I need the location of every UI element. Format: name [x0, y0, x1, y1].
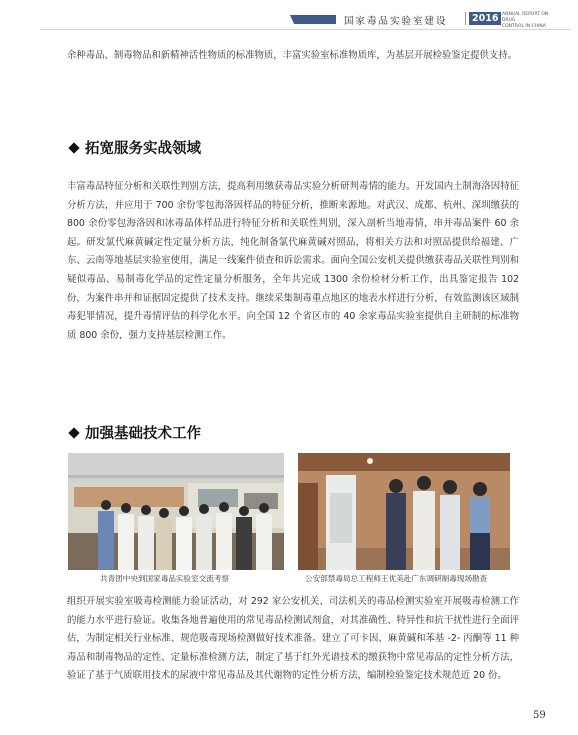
- diamond-bullet-icon: [68, 427, 79, 438]
- page-number: 59: [533, 710, 546, 721]
- section1-heading: [67, 137, 201, 158]
- section1-heading-text: 拓宽服务实战领域: [85, 141, 201, 157]
- photo-caption-left: 共青团中央到国家毒品实验室交流考察: [100, 574, 230, 583]
- section2-paragraph: 组织开展实验室吸毒检测能力验证活动，对 292 家公安机关、司法机关的毒品检测实验室开展吸毒检测工作的能力水平进行验证。收集各地普遍使用的常见毒品检测试剂盒，对其准确性、特异性和抗干扰性进行全面评估，为制定相关行业标准、规范吸毒现场检测做好技术准备。建立了可卡因、麻黄碱和苯基 -2- 丙酮等 11 种毒品和制毒物品的定性、定量标准检测方法，制定了基于红外光谱技术的缴获物中常见毒品的定性分析方法，验证了基于气质联用技术的尿液中常见毒品及其代谢物的定性分析方法，编制检验鉴定技术规范近 20 份。: [67, 596, 519, 682]
- section1-paragraph: 丰富毒品特征分析和关联性判别方法，提高利用缴获毒品实验分析研判毒情的能力。开发国内土制海洛因特征分析方法，并应用于 700 余份零包海洛因样品的特征分析，推断来源地。对武汉、成都、杭州、深圳缴获的 800 余份零包海洛因和冰毒晶体样品进行特征分析和关联性判别，深入剖析当地毒情，串并毒品案件 60 余起。研发氯代麻黄碱定性定量分析方法，纯化制备氯代麻黄碱对照品，将相关方法和对照品提供给福建、广东、云南等地基层实验室使用，满足一线案件侦查和诉讼需求。面向全国公安机关提供缴获毒品关联性判别和疑似毒品、易制毒化学品的定性定量分析服务，全年共完成 1300 余份检材分析工作，出具鉴定报告 102 份，为案件串并和证据固定提供了技术支持。继续采集制毒重点地区的地表水样进行分析，有效监测该区域制毒犯罪情况，提升毒情评估的科学化水平。向全国 12 个省区市的 40 余家毒品实验室提供自主研制的标准物质 800 余份，强力支持基层检测工作。: [67, 181, 519, 341]
- header-report-line1: ANNUAL REPORT ON DRUG: [502, 12, 549, 23]
- intro-paragraph: 余种毒品、制毒物品和新精神活性物质的标准物质，丰富实验室标准物质库，为基层开展检验鉴定提供支持。: [67, 50, 518, 61]
- header-separator: [465, 12, 466, 25]
- page-header: [0, 0, 578, 30]
- photo-site-investigation: [298, 453, 510, 570]
- header-title: 国家毒品实验室建设: [344, 16, 448, 27]
- section2-heading-text: 加强基础技术工作: [85, 426, 201, 442]
- section2-heading: [67, 422, 201, 443]
- header-report-line2: CONTROL IN CHINA: [502, 24, 546, 29]
- header-accent-bar: [294, 15, 336, 24]
- header-rule: [40, 29, 570, 30]
- header-year-badge: 2016: [469, 12, 501, 25]
- diamond-bullet-icon: [68, 142, 79, 153]
- header-report-label: [502, 12, 562, 30]
- photo-lab-visit: [68, 453, 284, 570]
- photo-caption-right: 公安部禁毒局总工程师王优美赴广东调研制毒现场勘查: [305, 574, 488, 583]
